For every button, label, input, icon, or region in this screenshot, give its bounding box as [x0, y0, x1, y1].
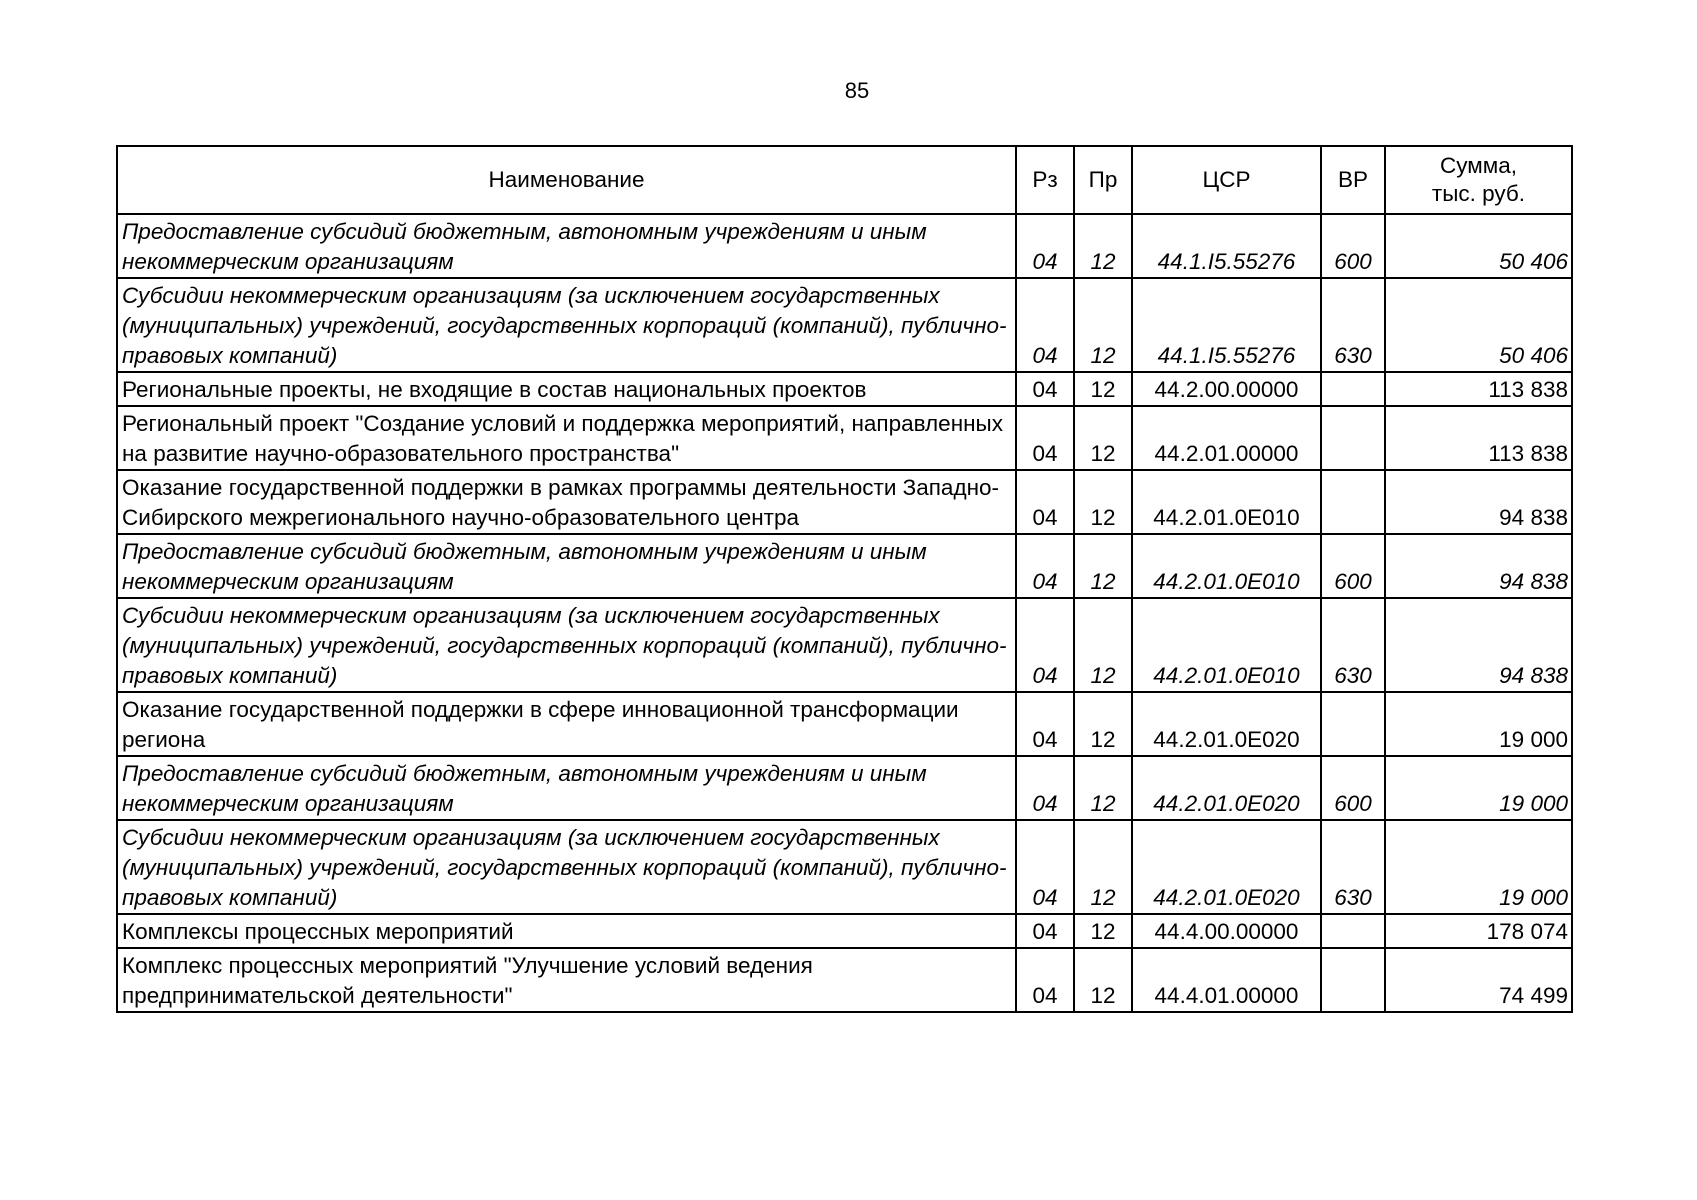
cell-rz: 04 — [1016, 948, 1074, 1012]
cell-sum: 178 074 — [1385, 914, 1572, 948]
cell-vr — [1321, 692, 1385, 756]
cell-rz: 04 — [1016, 598, 1074, 692]
cell-csr: 44.2.01.0Е020 — [1132, 756, 1321, 820]
cell-sum: 19 000 — [1385, 756, 1572, 820]
cell-name: Оказание государственной поддержки в рамках программы деятельности Западно-Сибирского межрегионального научно-образовательного центра — [117, 470, 1016, 534]
cell-sum: 50 406 — [1385, 278, 1572, 372]
header-vr: ВР — [1321, 146, 1385, 214]
cell-name: Предоставление субсидий бюджетным, автономным учреждениям и иным некоммерческим организациям — [117, 756, 1016, 820]
cell-vr: 600 — [1321, 214, 1385, 278]
cell-vr — [1321, 948, 1385, 1012]
cell-sum: 94 838 — [1385, 470, 1572, 534]
header-csr: ЦСР — [1132, 146, 1321, 214]
cell-vr — [1321, 914, 1385, 948]
cell-csr: 44.2.01.00000 — [1132, 406, 1321, 470]
cell-rz: 04 — [1016, 406, 1074, 470]
cell-pr: 12 — [1074, 948, 1132, 1012]
cell-name: Предоставление субсидий бюджетным, автономным учреждениям и иным некоммерческим организациям — [117, 534, 1016, 598]
cell-csr: 44.4.00.00000 — [1132, 914, 1321, 948]
cell-sum: 19 000 — [1385, 820, 1572, 914]
cell-pr: 12 — [1074, 534, 1132, 598]
cell-pr: 12 — [1074, 372, 1132, 406]
cell-sum: 19 000 — [1385, 692, 1572, 756]
cell-vr: 600 — [1321, 756, 1385, 820]
cell-csr: 44.1.I5.55276 — [1132, 278, 1321, 372]
table-row — [117, 820, 1572, 914]
cell-rz: 04 — [1016, 914, 1074, 948]
cell-vr: 630 — [1321, 598, 1385, 692]
cell-csr: 44.2.00.00000 — [1132, 372, 1321, 406]
cell-rz: 04 — [1016, 756, 1074, 820]
cell-csr: 44.4.01.00000 — [1132, 948, 1321, 1012]
cell-rz: 04 — [1016, 278, 1074, 372]
cell-rz: 04 — [1016, 534, 1074, 598]
cell-name: Субсидии некоммерческим организациям (за исключением государственных (муниципальных) учреждений, государственных корпораций (компаний), публично-правовых компаний) — [117, 820, 1016, 914]
cell-name: Региональные проекты, не входящие в состав национальных проектов — [117, 372, 1016, 406]
table-row — [117, 914, 1572, 948]
table-row — [117, 948, 1572, 1012]
header-rz: Рз — [1016, 146, 1074, 214]
table-row — [117, 372, 1572, 406]
cell-vr — [1321, 470, 1385, 534]
cell-name: Комплекс процессных мероприятий "Улучшение условий ведения предпринимательской деятельности" — [117, 948, 1016, 1012]
cell-sum: 113 838 — [1385, 406, 1572, 470]
cell-name: Комплексы процессных мероприятий — [117, 914, 1016, 948]
table-row — [117, 470, 1572, 534]
cell-pr: 12 — [1074, 406, 1132, 470]
table-row — [117, 278, 1572, 372]
header-pr: Пр — [1074, 146, 1132, 214]
cell-csr: 44.2.01.0Е020 — [1132, 692, 1321, 756]
table-row — [117, 534, 1572, 598]
cell-vr: 600 — [1321, 534, 1385, 598]
header-name: Наименование — [117, 146, 1016, 214]
cell-vr — [1321, 406, 1385, 470]
cell-pr: 12 — [1074, 214, 1132, 278]
cell-csr: 44.2.01.0Е010 — [1132, 470, 1321, 534]
table-header-row — [117, 146, 1572, 214]
table-row — [117, 756, 1572, 820]
cell-sum: 74 499 — [1385, 948, 1572, 1012]
table-body — [117, 214, 1572, 1012]
table-row — [117, 692, 1572, 756]
cell-name: Региональный проект "Создание условий и поддержка мероприятий, направленных на развитие научно-образовательного пространства" — [117, 406, 1016, 470]
cell-pr: 12 — [1074, 598, 1132, 692]
cell-pr: 12 — [1074, 820, 1132, 914]
cell-pr: 12 — [1074, 278, 1132, 372]
cell-sum: 94 838 — [1385, 534, 1572, 598]
cell-vr — [1321, 372, 1385, 406]
cell-csr: 44.2.01.0Е010 — [1132, 598, 1321, 692]
cell-sum: 113 838 — [1385, 372, 1572, 406]
table-row — [117, 214, 1572, 278]
cell-sum: 94 838 — [1385, 598, 1572, 692]
header-sum-line2: тыс. руб. — [1431, 181, 1526, 206]
cell-pr: 12 — [1074, 470, 1132, 534]
cell-csr: 44.2.01.0Е020 — [1132, 820, 1321, 914]
cell-rz: 04 — [1016, 692, 1074, 756]
page-number: 85 — [844, 78, 870, 103]
cell-rz: 04 — [1016, 214, 1074, 278]
cell-sum: 50 406 — [1385, 214, 1572, 278]
table-row — [117, 598, 1572, 692]
cell-rz: 04 — [1016, 820, 1074, 914]
cell-vr: 630 — [1321, 820, 1385, 914]
cell-rz: 04 — [1016, 372, 1074, 406]
cell-pr: 12 — [1074, 756, 1132, 820]
table-row — [117, 406, 1572, 470]
cell-vr: 630 — [1321, 278, 1385, 372]
cell-pr: 12 — [1074, 914, 1132, 948]
cell-csr: 44.2.01.0Е010 — [1132, 534, 1321, 598]
header-sum-line1: Сумма, — [1440, 153, 1517, 178]
cell-rz: 04 — [1016, 470, 1074, 534]
cell-name: Субсидии некоммерческим организациям (за исключением государственных (муниципальных) учреждений, государственных корпораций (компаний), публично-правовых компаний) — [117, 278, 1016, 372]
budget-table — [116, 145, 1573, 1013]
cell-name: Оказание государственной поддержки в сфере инновационной трансформации региона — [117, 692, 1016, 756]
header-sum — [1385, 146, 1572, 214]
cell-name: Предоставление субсидий бюджетным, автономным учреждениям и иным некоммерческим организациям — [117, 214, 1016, 278]
cell-pr: 12 — [1074, 692, 1132, 756]
cell-name: Субсидии некоммерческим организациям (за исключением государственных (муниципальных) учреждений, государственных корпораций (компаний), публично-правовых компаний) — [117, 598, 1016, 692]
cell-csr: 44.1.I5.55276 — [1132, 214, 1321, 278]
